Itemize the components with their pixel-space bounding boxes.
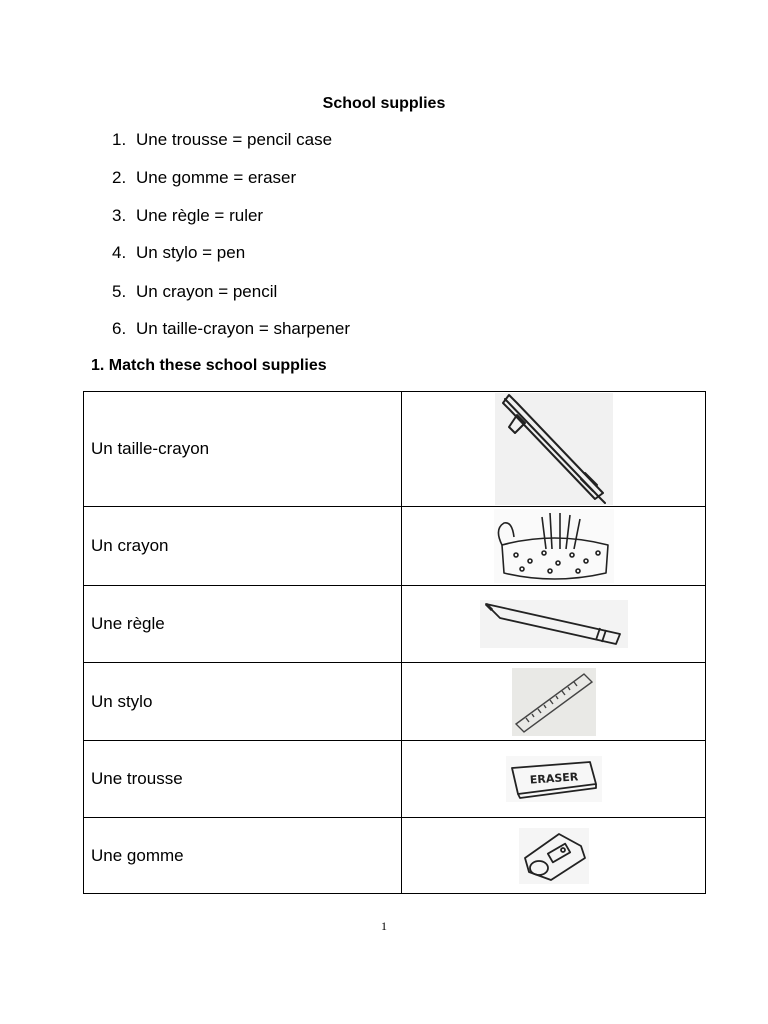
picture-cell: [402, 392, 706, 507]
list-item: [112, 128, 332, 152]
table-row: [84, 507, 706, 586]
pen-icon: [495, 393, 613, 505]
list-item-text: Une trousse = pencil case: [136, 130, 333, 149]
list-item-number: 1.: [112, 130, 127, 149]
list-item: [112, 204, 263, 228]
picture-cell: [402, 507, 706, 586]
page-number: 1: [381, 919, 387, 933]
word-cell: Une trousse: [84, 741, 402, 818]
word-cell: Un crayon: [84, 507, 402, 586]
list-item-text: Un taille-crayon = sharpener: [136, 319, 351, 338]
list-item-number: 4.: [112, 243, 127, 262]
picture-cell: [402, 818, 706, 894]
sharpener-icon: [519, 828, 589, 884]
table-row: [84, 818, 706, 894]
eraser-icon: [506, 756, 602, 802]
list-item-text: Un stylo = pen: [136, 243, 246, 262]
eraser-label: ERASER: [528, 770, 579, 787]
list-item-text: Une gomme = eraser: [136, 168, 297, 187]
word-cell: Une gomme: [84, 818, 402, 894]
list-item: [112, 166, 296, 190]
pencil-icon: [480, 600, 628, 648]
list-item-text: Un crayon = pencil: [136, 282, 278, 301]
list-item: [112, 280, 277, 304]
word-cell: Un taille-crayon: [84, 392, 402, 507]
ruler-icon: [512, 668, 596, 736]
word-cell: Une règle: [84, 586, 402, 663]
table-row: [84, 741, 706, 818]
picture-cell: [402, 741, 706, 818]
list-item-number: 6.: [112, 319, 127, 338]
table-row: [84, 392, 706, 507]
list-item: [112, 241, 245, 265]
list-item-text: Une règle = ruler: [136, 206, 264, 225]
list-item-number: 5.: [112, 282, 127, 301]
word-cell: Un stylo: [84, 663, 402, 741]
table-row: [84, 586, 706, 663]
list-item: [112, 317, 350, 341]
list-item-number: 3.: [112, 206, 127, 225]
table-row: [84, 663, 706, 741]
picture-cell: [402, 663, 706, 741]
pencil-case-icon: [494, 509, 614, 583]
exercise-heading: 1. Match these school supplies: [91, 357, 327, 374]
list-item-number: 2.: [112, 168, 127, 187]
picture-cell: [402, 586, 706, 663]
page-title: School supplies: [322, 95, 446, 112]
matching-table: [83, 391, 706, 894]
